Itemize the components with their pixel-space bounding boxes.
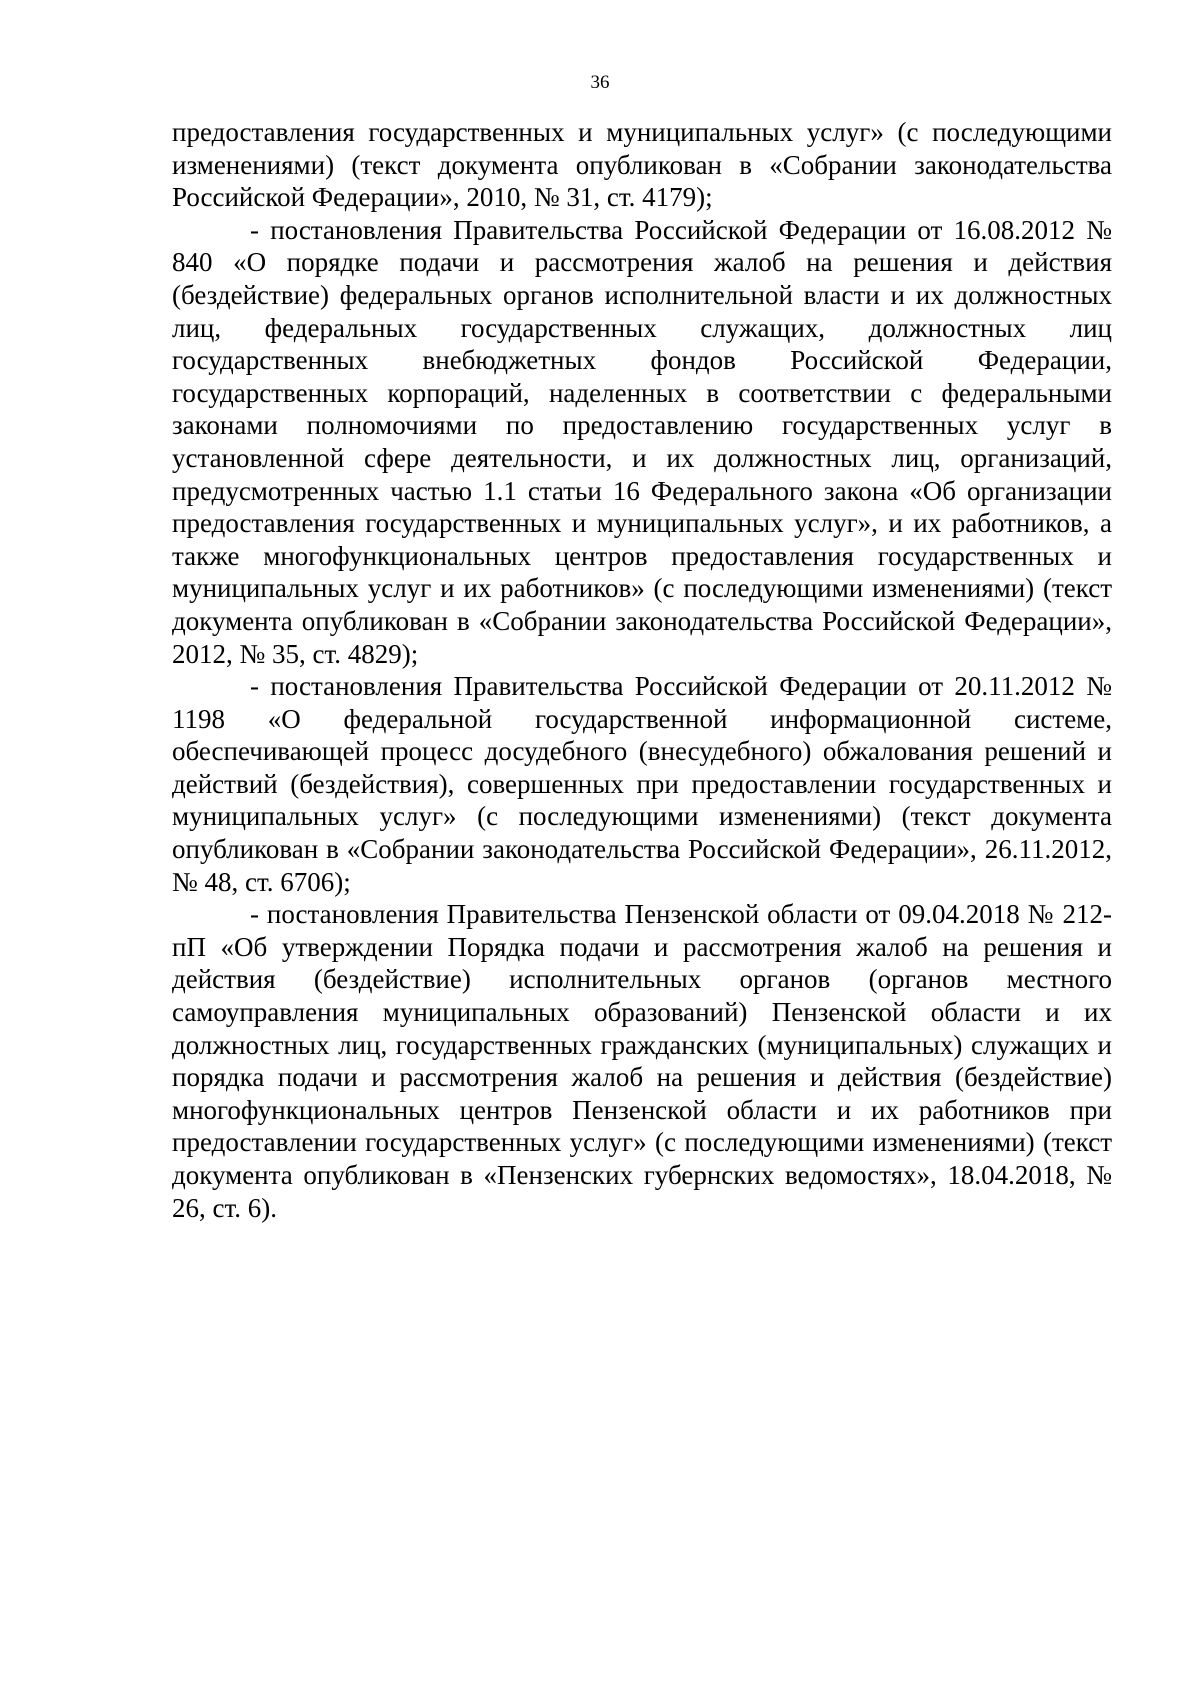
- paragraph-resolution-212-pp: - постановления Правительства Пензенской области от 09.04.2018 № 212-пП «Об утверждении Порядка подачи и рассмотрения жалоб на решения и действия (бездействие) исполнительных органов (органов местного самоуправления муниципальных образований) Пензенской области и их должностных лиц, государственных гражданских (муниципальных) служащих и порядка подачи и рассмотрения жалоб на решения и действия (бездействие) многофункциональных центров Пензенской области и их работников при предоставлении государственных услуг» (с последующими изменениями) (текст документа опубликован в «Пензенских губернских ведомостях», 18.04.2018, № 26, ст. 6).: [172, 899, 1112, 1223]
- document-body: [172, 116, 1112, 1224]
- page-number: 36: [590, 72, 610, 93]
- paragraph-resolution-1198: - постановления Правительства Российской Федерации от 20.11.2012 № 1198 «О федеральной государственной информационной системе, обеспечивающей процесс досудебного (внесудебного) обжалования решений и действий (бездействия), совершенных при предоставлении государственных и муниципальных услуг» (с последующими изменениями) (текст документа опубликован в «Собрании законодательства Российской Федерации», 26.11.2012, № 48, ст. 6706);: [172, 671, 1112, 897]
- paragraph-continuation: предоставления государственных и муниципальных услуг» (с последующими изменениями) (текст документа опубликован в «Собрании законодательства Российской Федерации», 2010, № 31, ст. 4179);: [172, 117, 1112, 213]
- paragraph-resolution-840: - постановления Правительства Российской Федерации от 16.08.2012 № 840 «О порядке подачи и рассмотрения жалоб на решения и действия (бездействие) федеральных органов исполнительной власти и их должностных лиц, федеральных государственных служащих, должностных лиц государственных внебюджетных фондов Российской Федерации, государственных корпораций, наделенных в соответствии с федеральными законами полномочиями по предоставлению государственных услуг в установленной сфере деятельности, и их должностных лиц, организаций, предусмотренных частью 1.1 статьи 16 Федерального закона «Об организации предоставления государственных и муниципальных услуг», и их работников, а также многофункциональных центров предоставления государственных и муниципальных услуг и их работников» (с последующими изменениями) (текст документа опубликован в «Собрании законодательства Российской Федерации», 2012, № 35, ст. 4829);: [172, 214, 1112, 669]
